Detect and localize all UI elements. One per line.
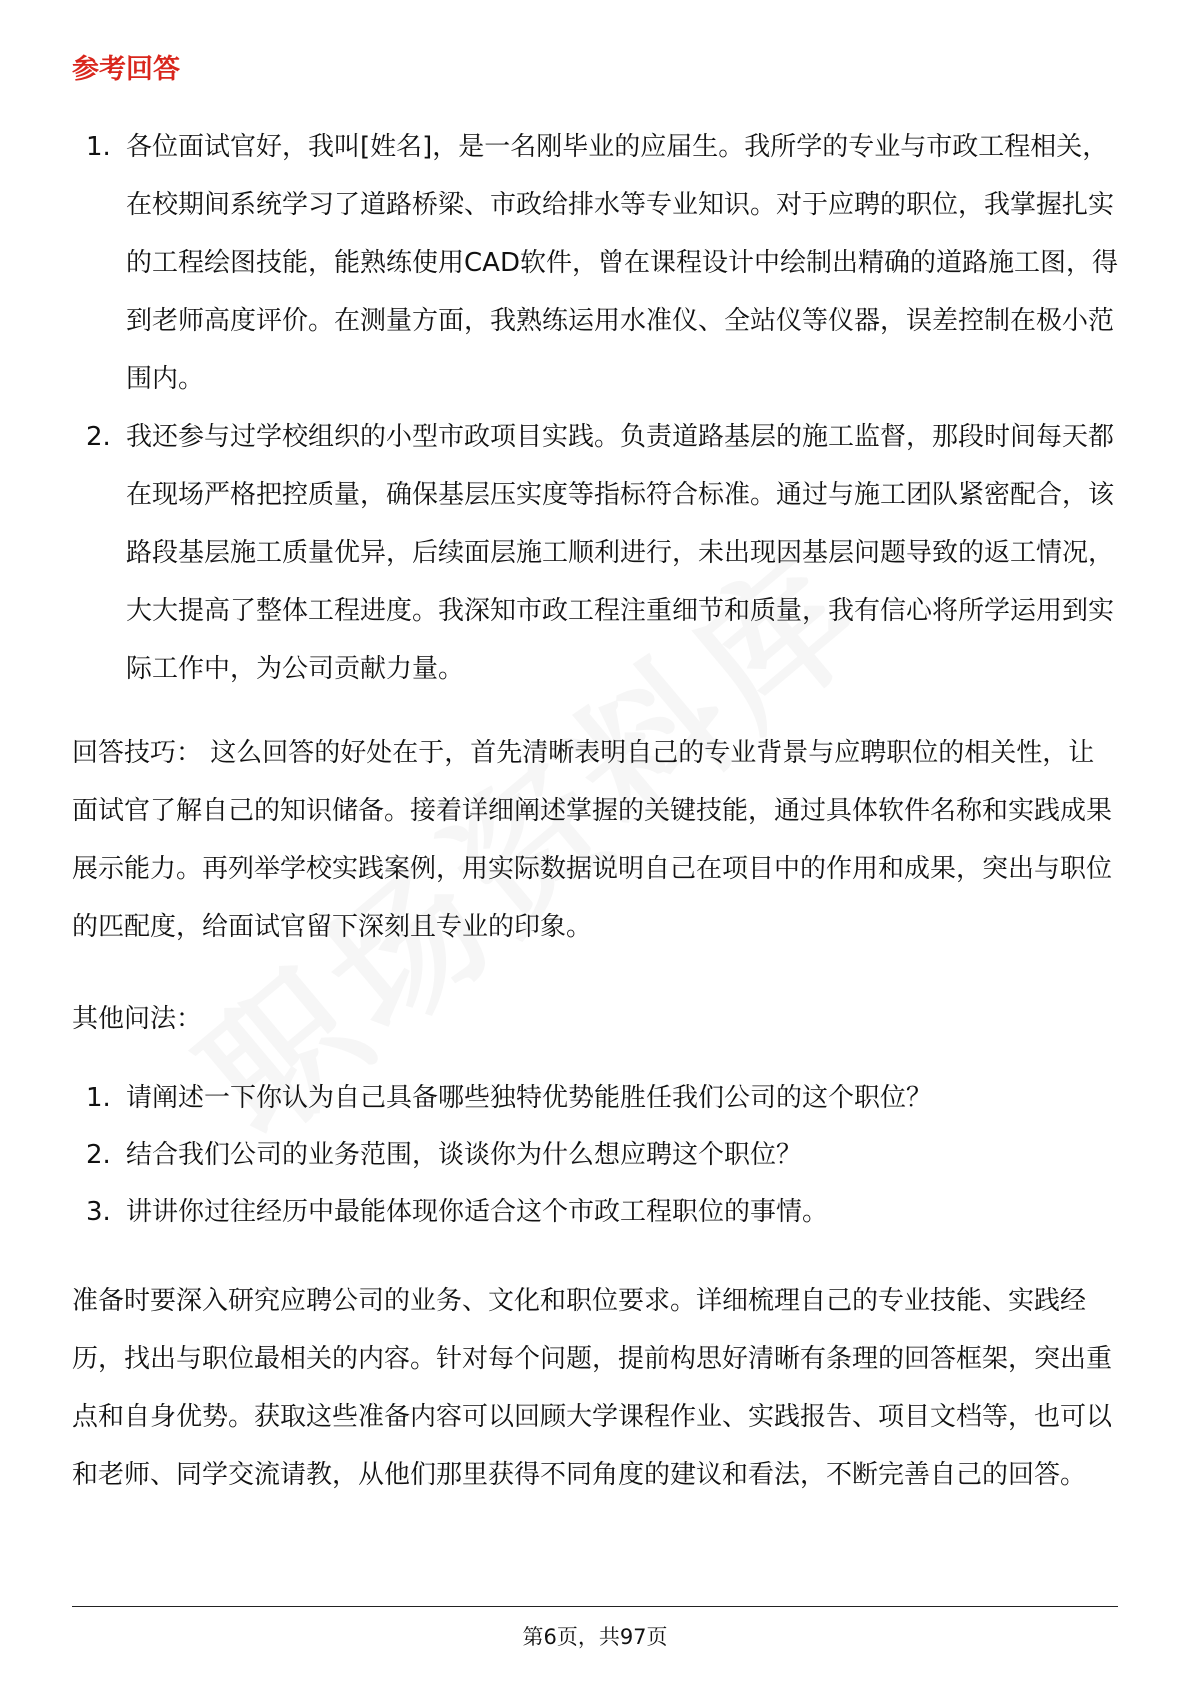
list-number: 1.: [86, 1083, 111, 1113]
list-number: 2.: [86, 422, 111, 452]
list-text: 请阐述一下你认为自己具备哪些独特优势能胜任我们公司的这个职位？: [126, 1083, 933, 1113]
section-heading: 参考回答: [72, 54, 180, 85]
footer-divider: [72, 1606, 1118, 1607]
list-item: [72, 408, 1118, 698]
preparation-paragraph: 准备时要深入研究应聘公司的业务、文化和职位要求。详细梳理自己的专业技能、实践经历，找出与职位最相关的内容。针对每个问题，提前构思好清晰有条理的回答框架，突出重点和自身优势。获取这些准备内容可以回顾大学课程作业、实践报告、项目文档等，也可以和老师、同学交流请教，从他们那里获得不同角度的建议和看法，不断完善自己的回答。: [72, 1286, 1113, 1490]
other-questions-list: [72, 1070, 1118, 1241]
other-questions-title: 其他问法：: [72, 1004, 203, 1034]
answer-list: [72, 118, 1118, 698]
page-number: 第6页，共97页: [522, 1625, 668, 1649]
list-item: [72, 1070, 1118, 1127]
list-number: 3.: [86, 1197, 111, 1227]
list-number: 1.: [86, 132, 111, 162]
list-text: 各位面试官好，我叫[姓名]，是一名刚毕业的应届生。我所学的专业与市政工程相关，在校期间系统学习了道路桥梁、市政给排水等专业知识。对于应聘的职位，我掌握扎实的工程绘图技能，能熟练使用CAD软件，曾在课程设计中绘制出精确的道路施工图，得到老师高度评价。在测量方面，我熟练运用水准仪、全站仪等仪器，误差控制在极小范围内。: [126, 132, 1118, 394]
list-text: 我还参与过学校组织的小型市政项目实践。负责道路基层的施工监督，那段时间每天都在现场严格把控质量，确保基层压实度等指标符合标准。通过与施工团队紧密配合，该路段基层施工质量优异，后续面层施工顺利进行，未出现因基层问题导致的返工情况，大大提高了整体工程进度。我深知市政工程注重细节和质量，我有信心将所学运用到实际工作中，为公司贡献力量。: [126, 422, 1115, 684]
list-text: 结合我们公司的业务范围，谈谈你为什么想应聘这个职位？: [126, 1140, 803, 1170]
list-item: [72, 118, 1118, 408]
list-item: [72, 1184, 1118, 1241]
list-number: 2.: [86, 1140, 111, 1170]
tips-paragraph: 回答技巧： 这么回答的好处在于，首先清晰表明自己的专业背景与应聘职位的相关性，让面试官了解自己的知识储备。接着详细阐述掌握的关键技能，通过具体软件名称和实践成果展示能力。再列举学校实践案例，用实际数据说明自己在项目中的作用和成果，突出与职位的匹配度，给面试官留下深刻且专业的印象。: [72, 738, 1113, 942]
list-text: 讲讲你过往经历中最能体现你适合这个市政工程职位的事情。: [126, 1197, 829, 1227]
list-item: [72, 1127, 1118, 1184]
